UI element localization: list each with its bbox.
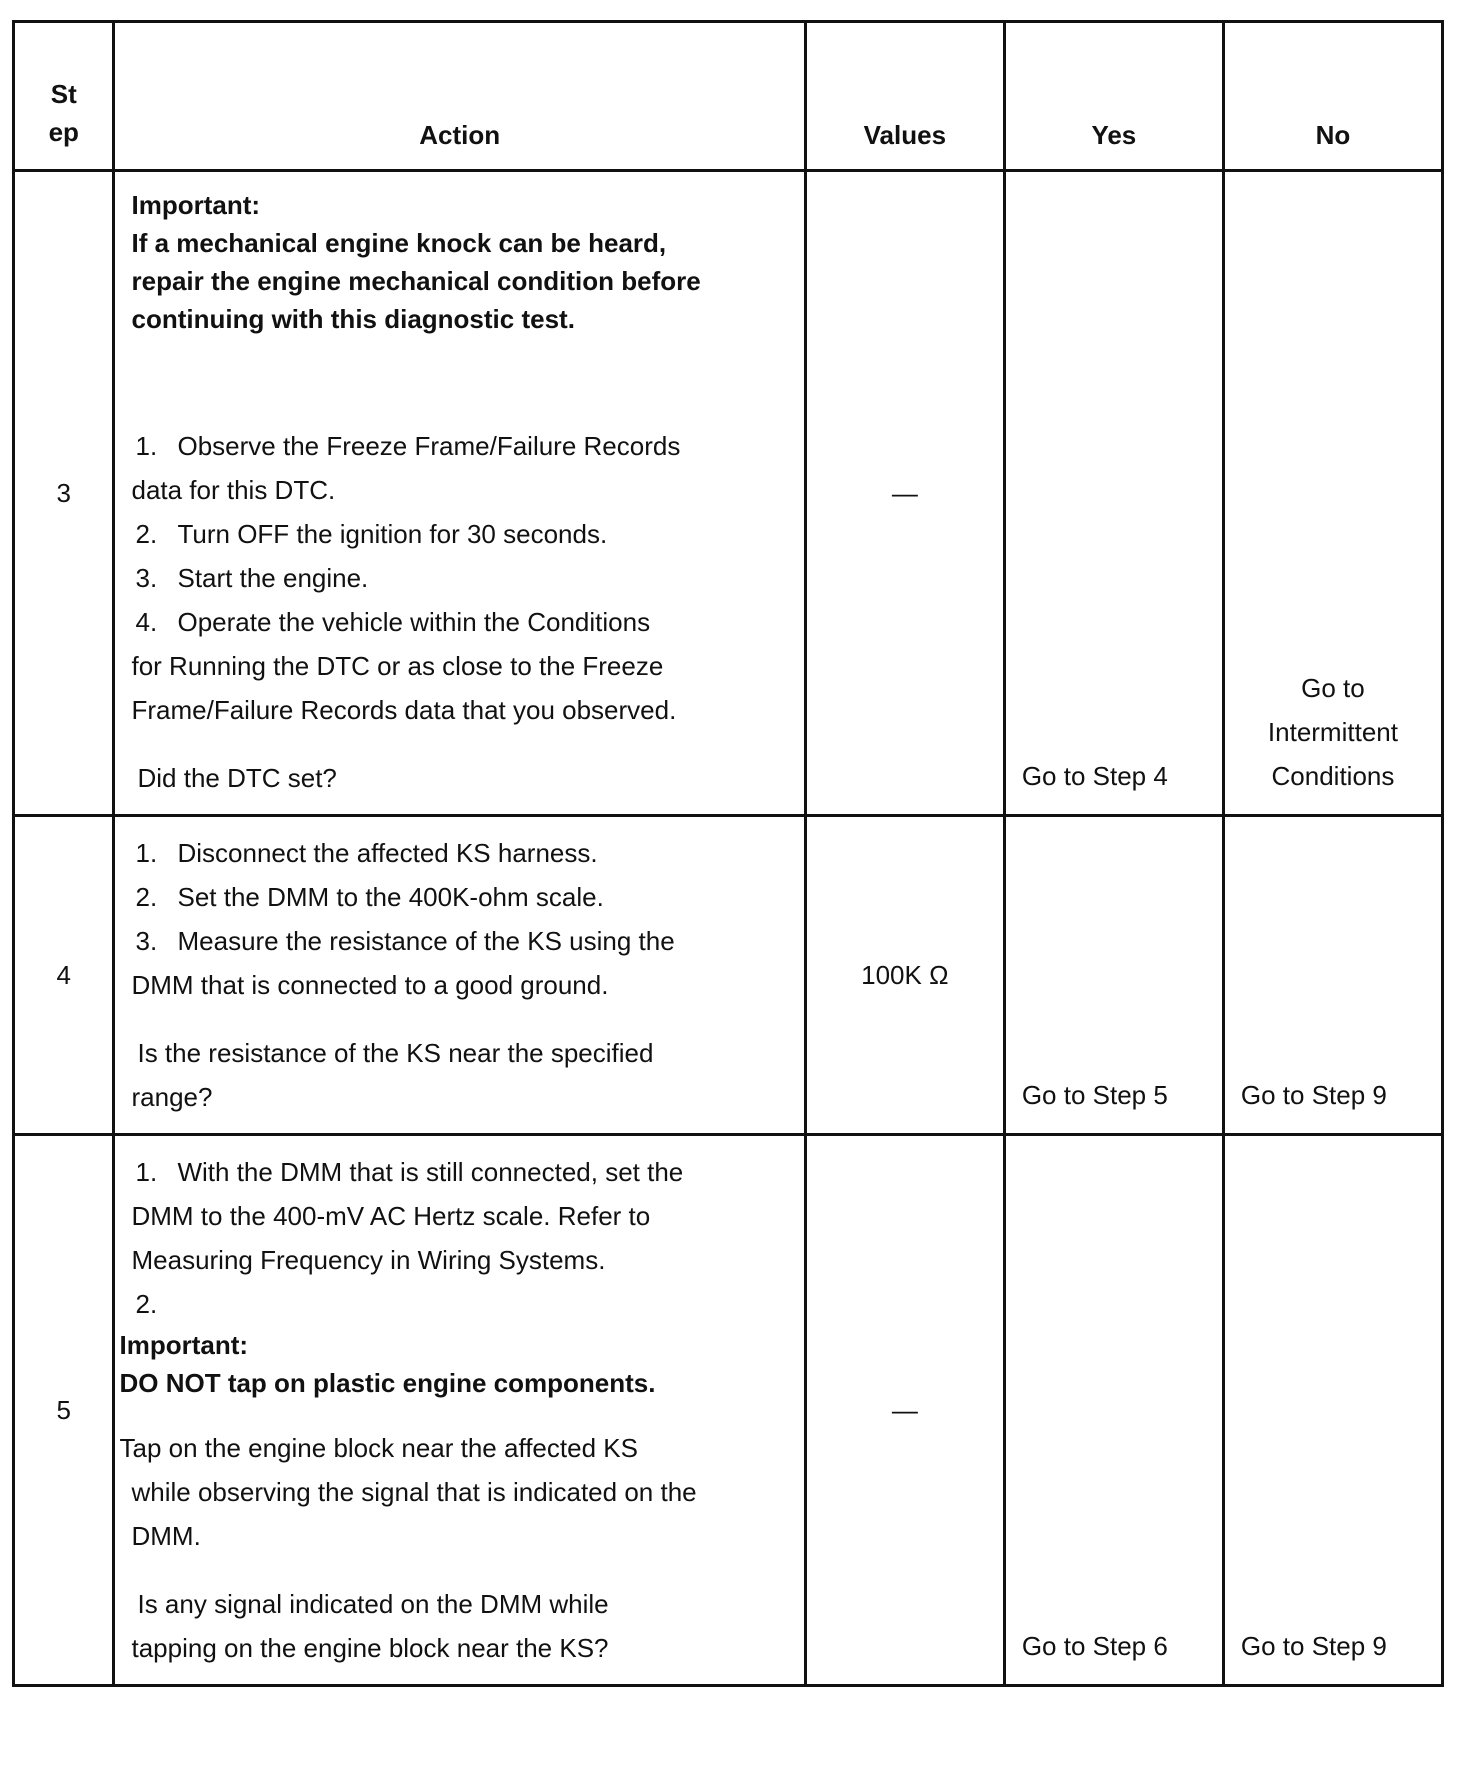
action-cell (114, 1135, 805, 1686)
important-line: repair the engine mechanical condition before (131, 266, 701, 296)
no-line: Intermittent (1267, 717, 1398, 747)
step-number: 5 (14, 1135, 114, 1686)
yes-cell: Go to Step 6 (1004, 1135, 1223, 1686)
table-row-step-4 (14, 816, 1443, 1135)
list-number: 4. (135, 607, 158, 637)
list-text: Disconnect the affected KS harness. (177, 838, 598, 868)
header-action: Action (114, 22, 805, 171)
list-text: Start the engine. (177, 563, 369, 593)
list-item (131, 600, 793, 644)
list-number: 2. (135, 1289, 158, 1319)
list-item (131, 556, 793, 600)
values-cell: 100K Ω (805, 816, 1004, 1135)
question: Did the DTC set? (137, 763, 337, 793)
no-cell (1223, 171, 1442, 816)
list-number: 2. (135, 519, 158, 549)
no-cell: Go to Step 9 (1223, 1135, 1442, 1686)
list-number: 2. (135, 882, 158, 912)
table-header-row (14, 22, 1443, 171)
no-cell: Go to Step 9 (1223, 816, 1442, 1135)
question: Is any signal indicated on the DMM while (137, 1589, 609, 1619)
header-step (14, 22, 114, 171)
step-number: 3 (14, 171, 114, 816)
list-item-cont: DMM that is connected to a good ground. (131, 970, 609, 1000)
tap-line: DMM. (131, 1521, 201, 1551)
important-title: Important: (131, 190, 261, 220)
tap-line: while observing the signal that is indicated on the (131, 1477, 697, 1507)
values-cell: — (805, 171, 1004, 816)
list-item-cont: Measuring Frequency in Wiring Systems. (131, 1245, 606, 1275)
list-item-cont: for Running the DTC or as close to the Freeze (131, 651, 664, 681)
important-title: Important: (119, 1330, 249, 1360)
list-text: With the DMM that is still connected, set the (177, 1157, 684, 1187)
header-values: Values (805, 22, 1004, 171)
no-line: Go to (1301, 673, 1365, 703)
list-item (131, 424, 793, 468)
list-item (131, 831, 793, 875)
yes-cell: Go to Step 5 (1004, 816, 1223, 1135)
header-yes: Yes (1004, 22, 1223, 171)
list-item-cont: Frame/Failure Records data that you observed. (131, 695, 677, 725)
values-cell: — (805, 1135, 1004, 1686)
table-row-step-5 (14, 1135, 1443, 1686)
step-number: 4 (14, 816, 114, 1135)
header-step-line2: ep (48, 117, 79, 147)
diagnostic-table (12, 20, 1444, 1687)
question: Is the resistance of the KS near the specified (137, 1038, 654, 1068)
question-cont: range? (131, 1082, 213, 1112)
important-line: continuing with this diagnostic test. (131, 304, 575, 334)
header-no: No (1223, 22, 1442, 171)
list-text: Operate the vehicle within the Conditions (177, 607, 651, 637)
question-cont: tapping on the engine block near the KS? (131, 1633, 609, 1663)
list-item-cont: data for this DTC. (131, 475, 336, 505)
list-text: Measure the resistance of the KS using the (177, 926, 675, 956)
table-row-step-3 (14, 171, 1443, 816)
action-cell (114, 816, 805, 1135)
list-text: Set the DMM to the 400K-ohm scale. (177, 882, 604, 912)
list-item (131, 1282, 793, 1326)
list-number: 1. (135, 1157, 158, 1187)
list-item (131, 1150, 793, 1194)
list-item (131, 875, 793, 919)
tap-line: Tap on the engine block near the affected KS (119, 1433, 638, 1463)
yes-cell: Go to Step 4 (1004, 171, 1223, 816)
list-number: 1. (135, 431, 158, 461)
header-step-line1: St (50, 79, 77, 109)
list-number: 3. (135, 926, 158, 956)
no-line: Conditions (1271, 761, 1395, 791)
list-item (131, 919, 793, 963)
list-number: 3. (135, 563, 158, 593)
list-item (131, 512, 793, 556)
list-text: Turn OFF the ignition for 30 seconds. (177, 519, 608, 549)
list-number: 1. (135, 838, 158, 868)
important-line: If a mechanical engine knock can be heard, (131, 228, 667, 258)
list-text: Observe the Freeze Frame/Failure Records (177, 431, 681, 461)
list-item-cont: DMM to the 400-mV AC Hertz scale. Refer to (131, 1201, 651, 1231)
important-body: DO NOT tap on plastic engine components. (119, 1368, 656, 1398)
action-cell (114, 171, 805, 816)
